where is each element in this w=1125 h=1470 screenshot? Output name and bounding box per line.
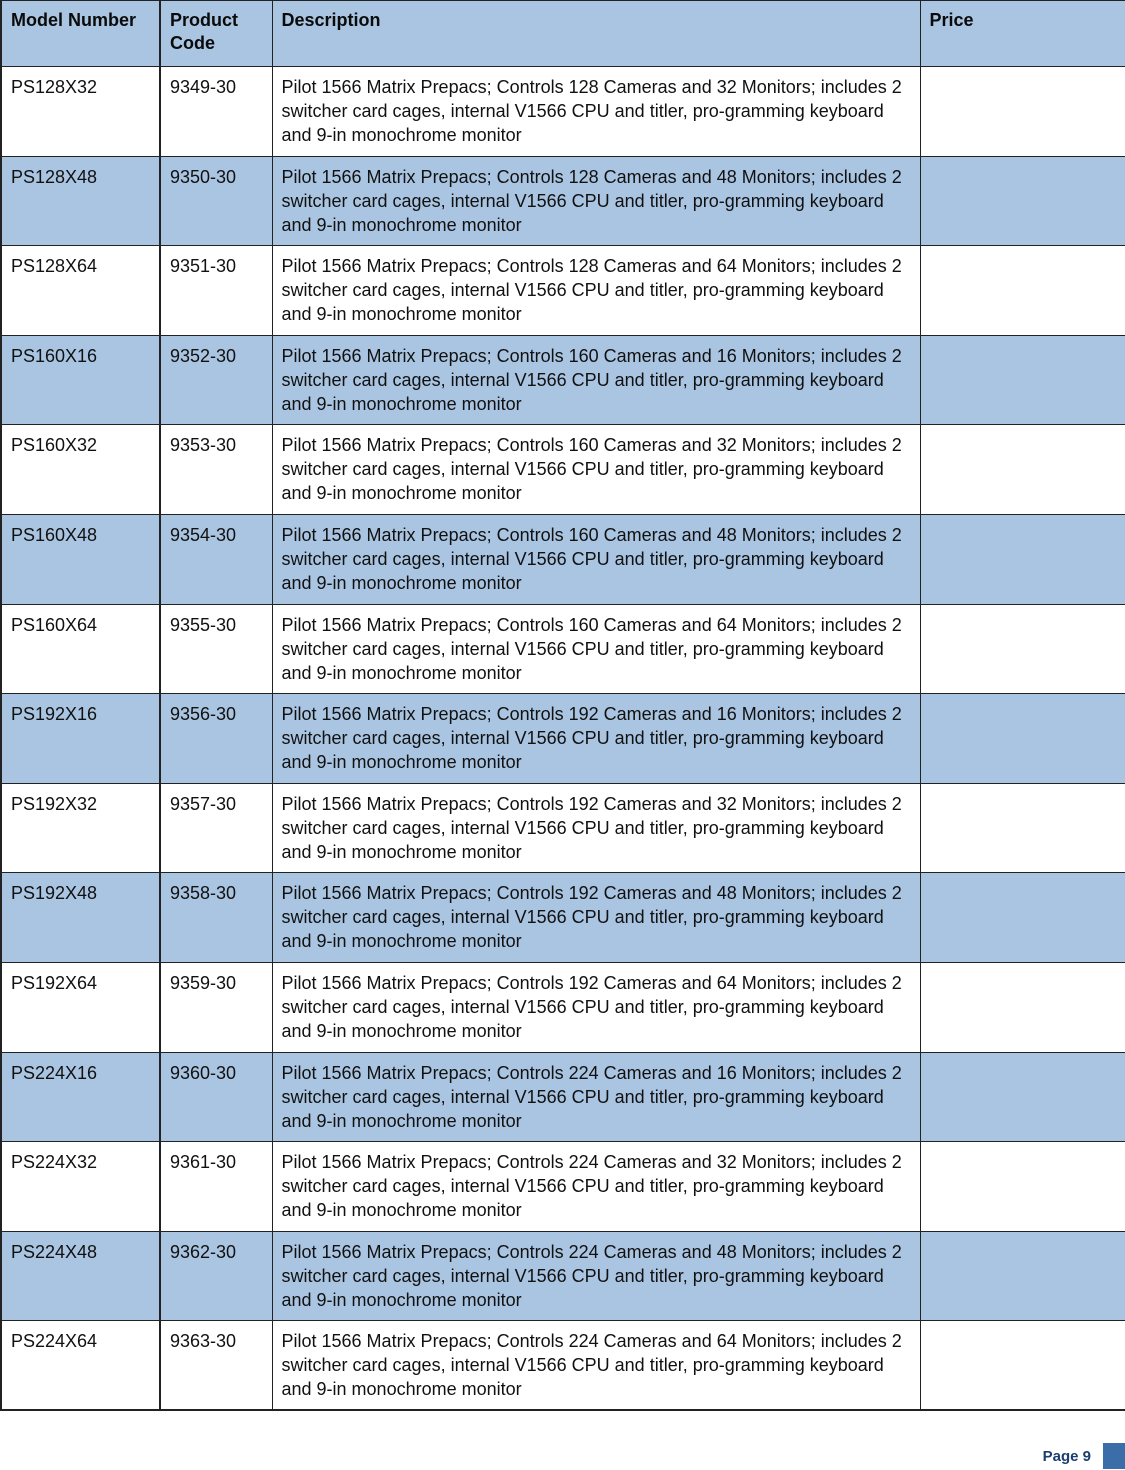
product-code-cell: 9363-30 bbox=[160, 1321, 272, 1411]
model-number-cell: PS224X32 bbox=[1, 1142, 160, 1232]
table-header-row bbox=[1, 1, 1125, 67]
product-code-cell: 9354-30 bbox=[160, 514, 272, 604]
price-cell bbox=[920, 1142, 1125, 1232]
product-code-cell: 9355-30 bbox=[160, 604, 272, 694]
model-number-cell: PS192X32 bbox=[1, 783, 160, 873]
table-row bbox=[1, 425, 1125, 515]
price-cell bbox=[920, 1321, 1125, 1411]
table-row bbox=[1, 1321, 1125, 1411]
table-row bbox=[1, 962, 1125, 1052]
product-code-cell: 9351-30 bbox=[160, 246, 272, 336]
product-code-cell: 9353-30 bbox=[160, 425, 272, 515]
price-cell bbox=[920, 67, 1125, 157]
column-header-price: Price bbox=[920, 1, 1125, 67]
price-cell bbox=[920, 246, 1125, 336]
description-cell: Pilot 1566 Matrix Prepacs; Controls 224 Cameras and 32 Monitors; includes 2 switcher card cages, internal V1566 CPU and titler, pro-gramming keyboard and 9-in monochrome monitor bbox=[272, 1142, 920, 1232]
price-cell bbox=[920, 873, 1125, 963]
model-number-cell: PS160X16 bbox=[1, 335, 160, 425]
table-row bbox=[1, 67, 1125, 157]
description-cell: Pilot 1566 Matrix Prepacs; Controls 128 Cameras and 32 Monitors; includes 2 switcher card cages, internal V1566 CPU and titler, pro-gramming keyboard and 9-in monochrome monitor bbox=[272, 67, 920, 157]
description-cell: Pilot 1566 Matrix Prepacs; Controls 192 Cameras and 64 Monitors; includes 2 switcher card cages, internal V1566 CPU and titler, pro-gramming keyboard and 9-in monochrome monitor bbox=[272, 962, 920, 1052]
product-code-cell: 9356-30 bbox=[160, 694, 272, 784]
model-number-cell: PS224X16 bbox=[1, 1052, 160, 1142]
price-cell bbox=[920, 604, 1125, 694]
page-marker-block bbox=[1103, 1443, 1125, 1469]
price-cell bbox=[920, 425, 1125, 515]
column-header-model-number: Model Number bbox=[1, 1, 160, 67]
description-cell: Pilot 1566 Matrix Prepacs; Controls 128 Cameras and 48 Monitors; includes 2 switcher card cages, internal V1566 CPU and titler, pro-gramming keyboard and 9-in monochrome monitor bbox=[272, 156, 920, 246]
description-cell: Pilot 1566 Matrix Prepacs; Controls 192 Cameras and 16 Monitors; includes 2 switcher card cages, internal V1566 CPU and titler, pro-gramming keyboard and 9-in monochrome monitor bbox=[272, 694, 920, 784]
page-number: Page 9 bbox=[1042, 1447, 1091, 1465]
price-cell bbox=[920, 1052, 1125, 1142]
description-cell: Pilot 1566 Matrix Prepacs; Controls 160 Cameras and 64 Monitors; includes 2 switcher card cages, internal V1566 CPU and titler, pro-gramming keyboard and 9-in monochrome monitor bbox=[272, 604, 920, 694]
price-cell bbox=[920, 962, 1125, 1052]
product-code-cell: 9362-30 bbox=[160, 1231, 272, 1321]
price-cell bbox=[920, 514, 1125, 604]
model-number-cell: PS160X48 bbox=[1, 514, 160, 604]
product-code-cell: 9360-30 bbox=[160, 1052, 272, 1142]
model-number-cell: PS128X64 bbox=[1, 246, 160, 336]
description-cell: Pilot 1566 Matrix Prepacs; Controls 128 Cameras and 64 Monitors; includes 2 switcher card cages, internal V1566 CPU and titler, pro-gramming keyboard and 9-in monochrome monitor bbox=[272, 246, 920, 336]
table-row bbox=[1, 335, 1125, 425]
table-row bbox=[1, 783, 1125, 873]
product-code-cell: 9358-30 bbox=[160, 873, 272, 963]
description-cell: Pilot 1566 Matrix Prepacs; Controls 192 Cameras and 32 Monitors; includes 2 switcher card cages, internal V1566 CPU and titler, pro-gramming keyboard and 9-in monochrome monitor bbox=[272, 783, 920, 873]
model-number-cell: PS192X48 bbox=[1, 873, 160, 963]
table-body bbox=[1, 67, 1125, 1411]
model-number-cell: PS224X48 bbox=[1, 1231, 160, 1321]
product-code-cell: 9352-30 bbox=[160, 335, 272, 425]
description-cell: Pilot 1566 Matrix Prepacs; Controls 160 Cameras and 48 Monitors; includes 2 switcher card cages, internal V1566 CPU and titler, pro-gramming keyboard and 9-in monochrome monitor bbox=[272, 514, 920, 604]
description-cell: Pilot 1566 Matrix Prepacs; Controls 160 Cameras and 32 Monitors; includes 2 switcher card cages, internal V1566 CPU and titler, pro-gramming keyboard and 9-in monochrome monitor bbox=[272, 425, 920, 515]
price-cell bbox=[920, 1231, 1125, 1321]
description-cell: Pilot 1566 Matrix Prepacs; Controls 224 Cameras and 64 Monitors; includes 2 switcher card cages, internal V1566 CPU and titler, pro-gramming keyboard and 9-in monochrome monitor bbox=[272, 1321, 920, 1411]
product-code-cell: 9361-30 bbox=[160, 1142, 272, 1232]
model-number-cell: PS192X64 bbox=[1, 962, 160, 1052]
page-footer bbox=[1043, 1443, 1125, 1469]
table-row bbox=[1, 873, 1125, 963]
column-header-description: Description bbox=[272, 1, 920, 67]
description-cell: Pilot 1566 Matrix Prepacs; Controls 160 Cameras and 16 Monitors; includes 2 switcher card cages, internal V1566 CPU and titler, pro-gramming keyboard and 9-in monochrome monitor bbox=[272, 335, 920, 425]
model-number-cell: PS160X64 bbox=[1, 604, 160, 694]
product-code-cell: 9357-30 bbox=[160, 783, 272, 873]
model-number-cell: PS192X16 bbox=[1, 694, 160, 784]
table-row bbox=[1, 1052, 1125, 1142]
table-row bbox=[1, 694, 1125, 784]
description-cell: Pilot 1566 Matrix Prepacs; Controls 224 Cameras and 48 Monitors; includes 2 switcher card cages, internal V1566 CPU and titler, pro-gramming keyboard and 9-in monochrome monitor bbox=[272, 1231, 920, 1321]
model-number-cell: PS160X32 bbox=[1, 425, 160, 515]
product-code-cell: 9349-30 bbox=[160, 67, 272, 157]
table-row bbox=[1, 1231, 1125, 1321]
description-cell: Pilot 1566 Matrix Prepacs; Controls 192 Cameras and 48 Monitors; includes 2 switcher card cages, internal V1566 CPU and titler, pro-gramming keyboard and 9-in monochrome monitor bbox=[272, 873, 920, 963]
product-code-cell: 9359-30 bbox=[160, 962, 272, 1052]
model-number-cell: PS128X32 bbox=[1, 67, 160, 157]
description-cell: Pilot 1566 Matrix Prepacs; Controls 224 Cameras and 16 Monitors; includes 2 switcher card cages, internal V1566 CPU and titler, pro-gramming keyboard and 9-in monochrome monitor bbox=[272, 1052, 920, 1142]
table-row bbox=[1, 246, 1125, 336]
table-row bbox=[1, 1142, 1125, 1232]
price-cell bbox=[920, 783, 1125, 873]
column-header-product-code: Product Code bbox=[160, 1, 272, 67]
table-row bbox=[1, 604, 1125, 694]
price-cell bbox=[920, 335, 1125, 425]
model-number-cell: PS224X64 bbox=[1, 1321, 160, 1411]
price-cell bbox=[920, 156, 1125, 246]
table-row bbox=[1, 156, 1125, 246]
table-row bbox=[1, 514, 1125, 604]
product-code-cell: 9350-30 bbox=[160, 156, 272, 246]
price-cell bbox=[920, 694, 1125, 784]
model-number-cell: PS128X48 bbox=[1, 156, 160, 246]
